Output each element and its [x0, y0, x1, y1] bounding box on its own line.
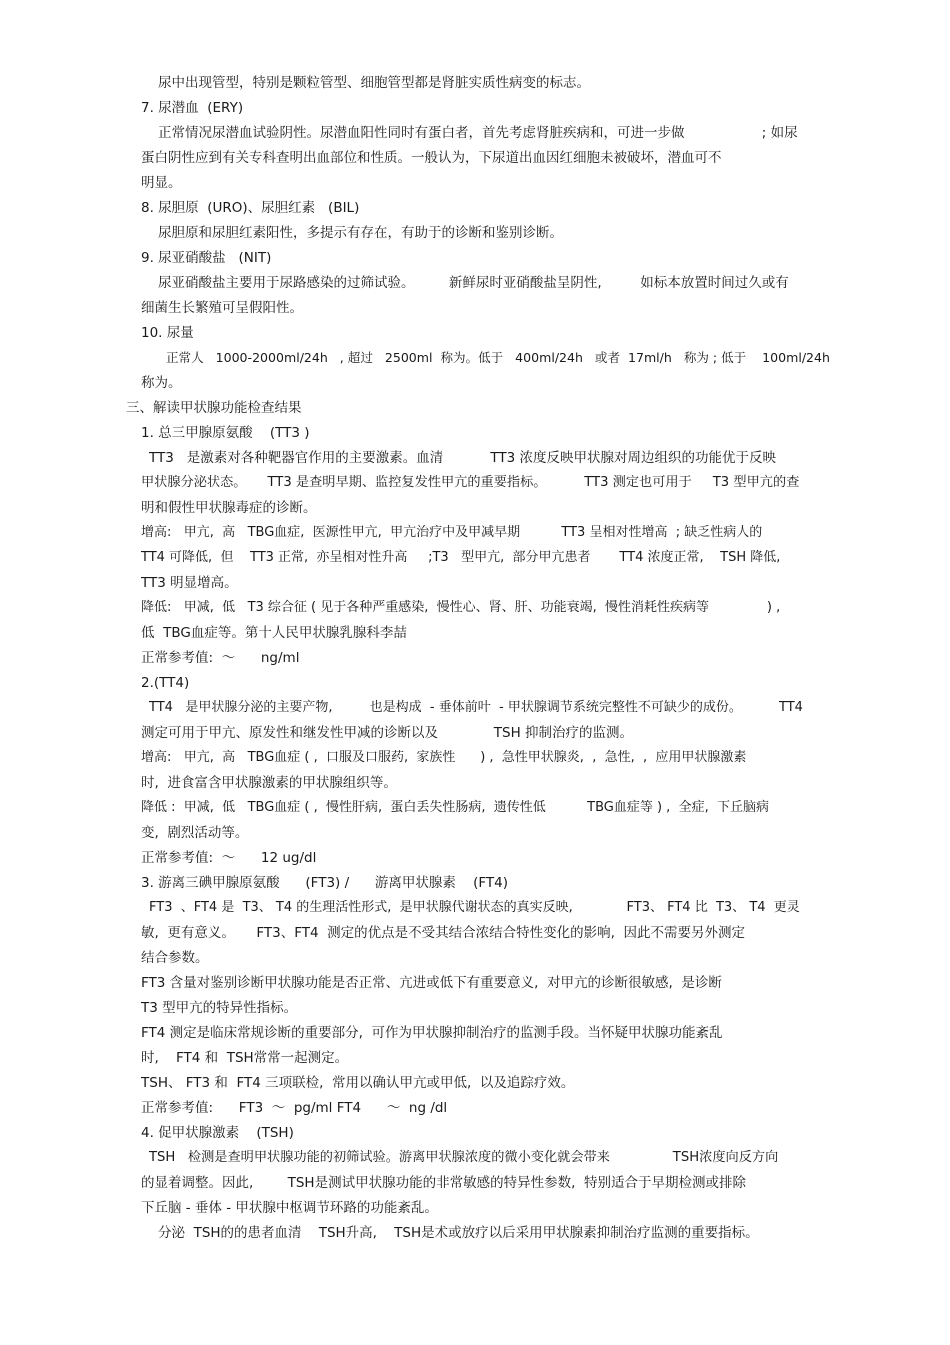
text-line: 细菌生长繁殖可呈假阳性。	[141, 300, 303, 316]
text-line: 增高: 甲亢, 高 TBG血症 ( , 口服及口服药, 家族性 ) , 急性甲状腺炎, , 急性, , 应用甲状腺激素	[141, 750, 747, 765]
section-heading: 8. 尿胆原 (URO)、尿胆红素 (BIL)	[141, 200, 360, 216]
text-line: 降低 : 甲减, 低 TBG血症 ( , 慢性肝病, 蛋白丢失性肠病, 遗传性低 TBG血症等 ) , 全症, 下丘脑病	[141, 800, 769, 815]
text-line: 结合参数。	[141, 950, 209, 966]
text-line: 甲状腺分泌状态。 TT3 是查明早期、监控复发性甲亢的重要指标。 TT3 测定也可用于 T3 型甲亢的查	[141, 475, 800, 490]
text-line: 蛋白阴性应到有关专科查明出血部位和性质。一般认为，下尿道出血因红细胞未被破坏，潜血可不	[141, 150, 722, 166]
section-heading: 3. 游离三碘甲腺原氨酸 (FT3) / 游离甲状腺素 (FT4)	[141, 875, 508, 891]
text-line: 时, 进食富含甲状腺激素的甲状腺组织等。	[141, 775, 397, 791]
text-line: FT3 、FT4 是 T3、 T4 的生理活性形式, 是甲状腺代谢状态的真实反映, FT3、 FT4 比 T3、 T4 更灵	[149, 900, 800, 915]
text-line: 尿中出现管型，特别是颗粒管型、细胞管型都是肾脏实质性病变的标志。	[158, 75, 590, 91]
chapter-heading: 三、解读甲状腺功能检查结果	[126, 400, 302, 416]
text-line: 低 TBG血症等。第十人民甲状腺乳腺科李喆	[141, 625, 407, 641]
section-heading: 7. 尿潜血 (ERY)	[141, 100, 244, 116]
text-line: 称为。	[141, 375, 182, 391]
text-line: 明和假性甲状腺毒症的诊断。	[141, 500, 317, 516]
reference-value: 正常参考值: FT3 ～ pg/ml FT4 ～ ng /dl	[141, 1100, 448, 1116]
text-line: TT4 是甲状腺分泌的主要产物, 也是构成 - 垂体前叶 - 甲状腺调节系统完整性不可缺少的成份。 TT4	[149, 700, 803, 715]
text-line: TT3 明显增高。	[141, 575, 238, 591]
text-line: 敏, 更有意义。 FT3、FT4 测定的优点是不受其结合浓结合特性变化的影响, 因此不需要另外测定	[141, 925, 746, 941]
section-heading: 9. 尿亚硝酸盐 (NIT)	[141, 250, 272, 266]
text-line: 分泌 TSH的的患者血清 TSH升高, TSH是术或放疗以后采用甲状腺素抑制治疗监测的重要指标。	[158, 1225, 759, 1241]
text-line: 正常人 1000-2000ml/24h , 超过 2500ml 称为。低于 400ml/24h 或者 17ml/h 称为 ; 低于 100ml/24h	[166, 350, 830, 365]
text-line: 明显。	[141, 175, 182, 191]
text-line: 测定可用于甲亢、原发性和继发性甲减的诊断以及 TSH 抑制治疗的监测。	[141, 725, 634, 741]
text-line: 变, 剧烈活动等。	[141, 825, 249, 841]
text-line: T3 型甲亢的特异性指标。	[141, 1000, 298, 1016]
text-line: 的显着调整。因此, TSH是测试甲状腺功能的非常敏感的特异性参数, 特别适合于早期检测或排除	[141, 1175, 746, 1191]
reference-value: 正常参考值: ～ 12 ug/dl	[141, 850, 317, 866]
text-line: 增高: 甲亢, 高 TBG血症, 医源性甲亢, 甲亢治疗中及甲减早期 TT3 呈相对性增高 ; 缺乏性病人的	[141, 525, 763, 540]
text-line: 降低: 甲减, 低 T3 综合征 ( 见于各种严重感染, 慢性心、肾、肝、功能衰竭, 慢性消耗性疾病等 ) ,	[141, 600, 781, 615]
text-line: TT3 是激素对各种靶器官作用的主要激素。血清 TT3 浓度反映甲状腺对周边组织的功能优于反映	[149, 450, 777, 466]
text-line: TSH 检测是查明甲状腺功能的初筛试验。游离甲状腺浓度的微小变化就会带来 TSH浓度向反方向	[149, 1150, 779, 1165]
text-line: 正常情况尿潜血试验阴性。尿潜血阳性同时有蛋白者，首先考虑肾脏疾病和，可进一步做 ; 如尿	[158, 125, 798, 141]
text-line: TSH、 FT3 和 FT4 三项联检, 常用以确认甲亢或甲低, 以及追踪疗效。	[141, 1075, 575, 1091]
text-line: 尿胆原和尿胆红素阳性，多提示有存在，有助于的诊断和鉴别诊断。	[158, 225, 563, 241]
section-heading: 2.(TT4)	[141, 675, 190, 691]
section-heading: 4. 促甲状腺激素 (TSH)	[141, 1125, 294, 1141]
text-line: 尿亚硝酸盐主要用于尿路感染的过筛试验。 新鲜尿时亚硝酸盐呈阴性, 如标本放置时间过久或有	[158, 275, 789, 291]
text-line: FT3 含量对鉴别诊断甲状腺功能是否正常、亢进或低下有重要意义, 对甲亢的诊断很敏感, 是诊断	[141, 975, 722, 991]
reference-value: 正常参考值: ～ ng/ml	[141, 650, 300, 666]
section-heading: 1. 总三甲腺原氨酸 (TT3 )	[141, 425, 310, 441]
text-line: 时, FT4 和 TSH常常一起测定。	[141, 1050, 349, 1066]
section-heading: 10. 尿量	[141, 325, 194, 341]
text-line: 下丘脑 - 垂体 - 甲状腺中枢调节环路的功能紊乱。	[141, 1200, 438, 1216]
text-line: TT4 可降低, 但 TT3 正常, 亦呈相对性升高 ;T3 型甲亢, 部分甲亢患者 TT4 浓度正常, TSH 降低,	[141, 550, 781, 565]
text-line: FT4 测定是临床常规诊断的重要部分, 可作为甲状腺抑制治疗的监测手段。当怀疑甲状腺功能紊乱	[141, 1025, 723, 1041]
